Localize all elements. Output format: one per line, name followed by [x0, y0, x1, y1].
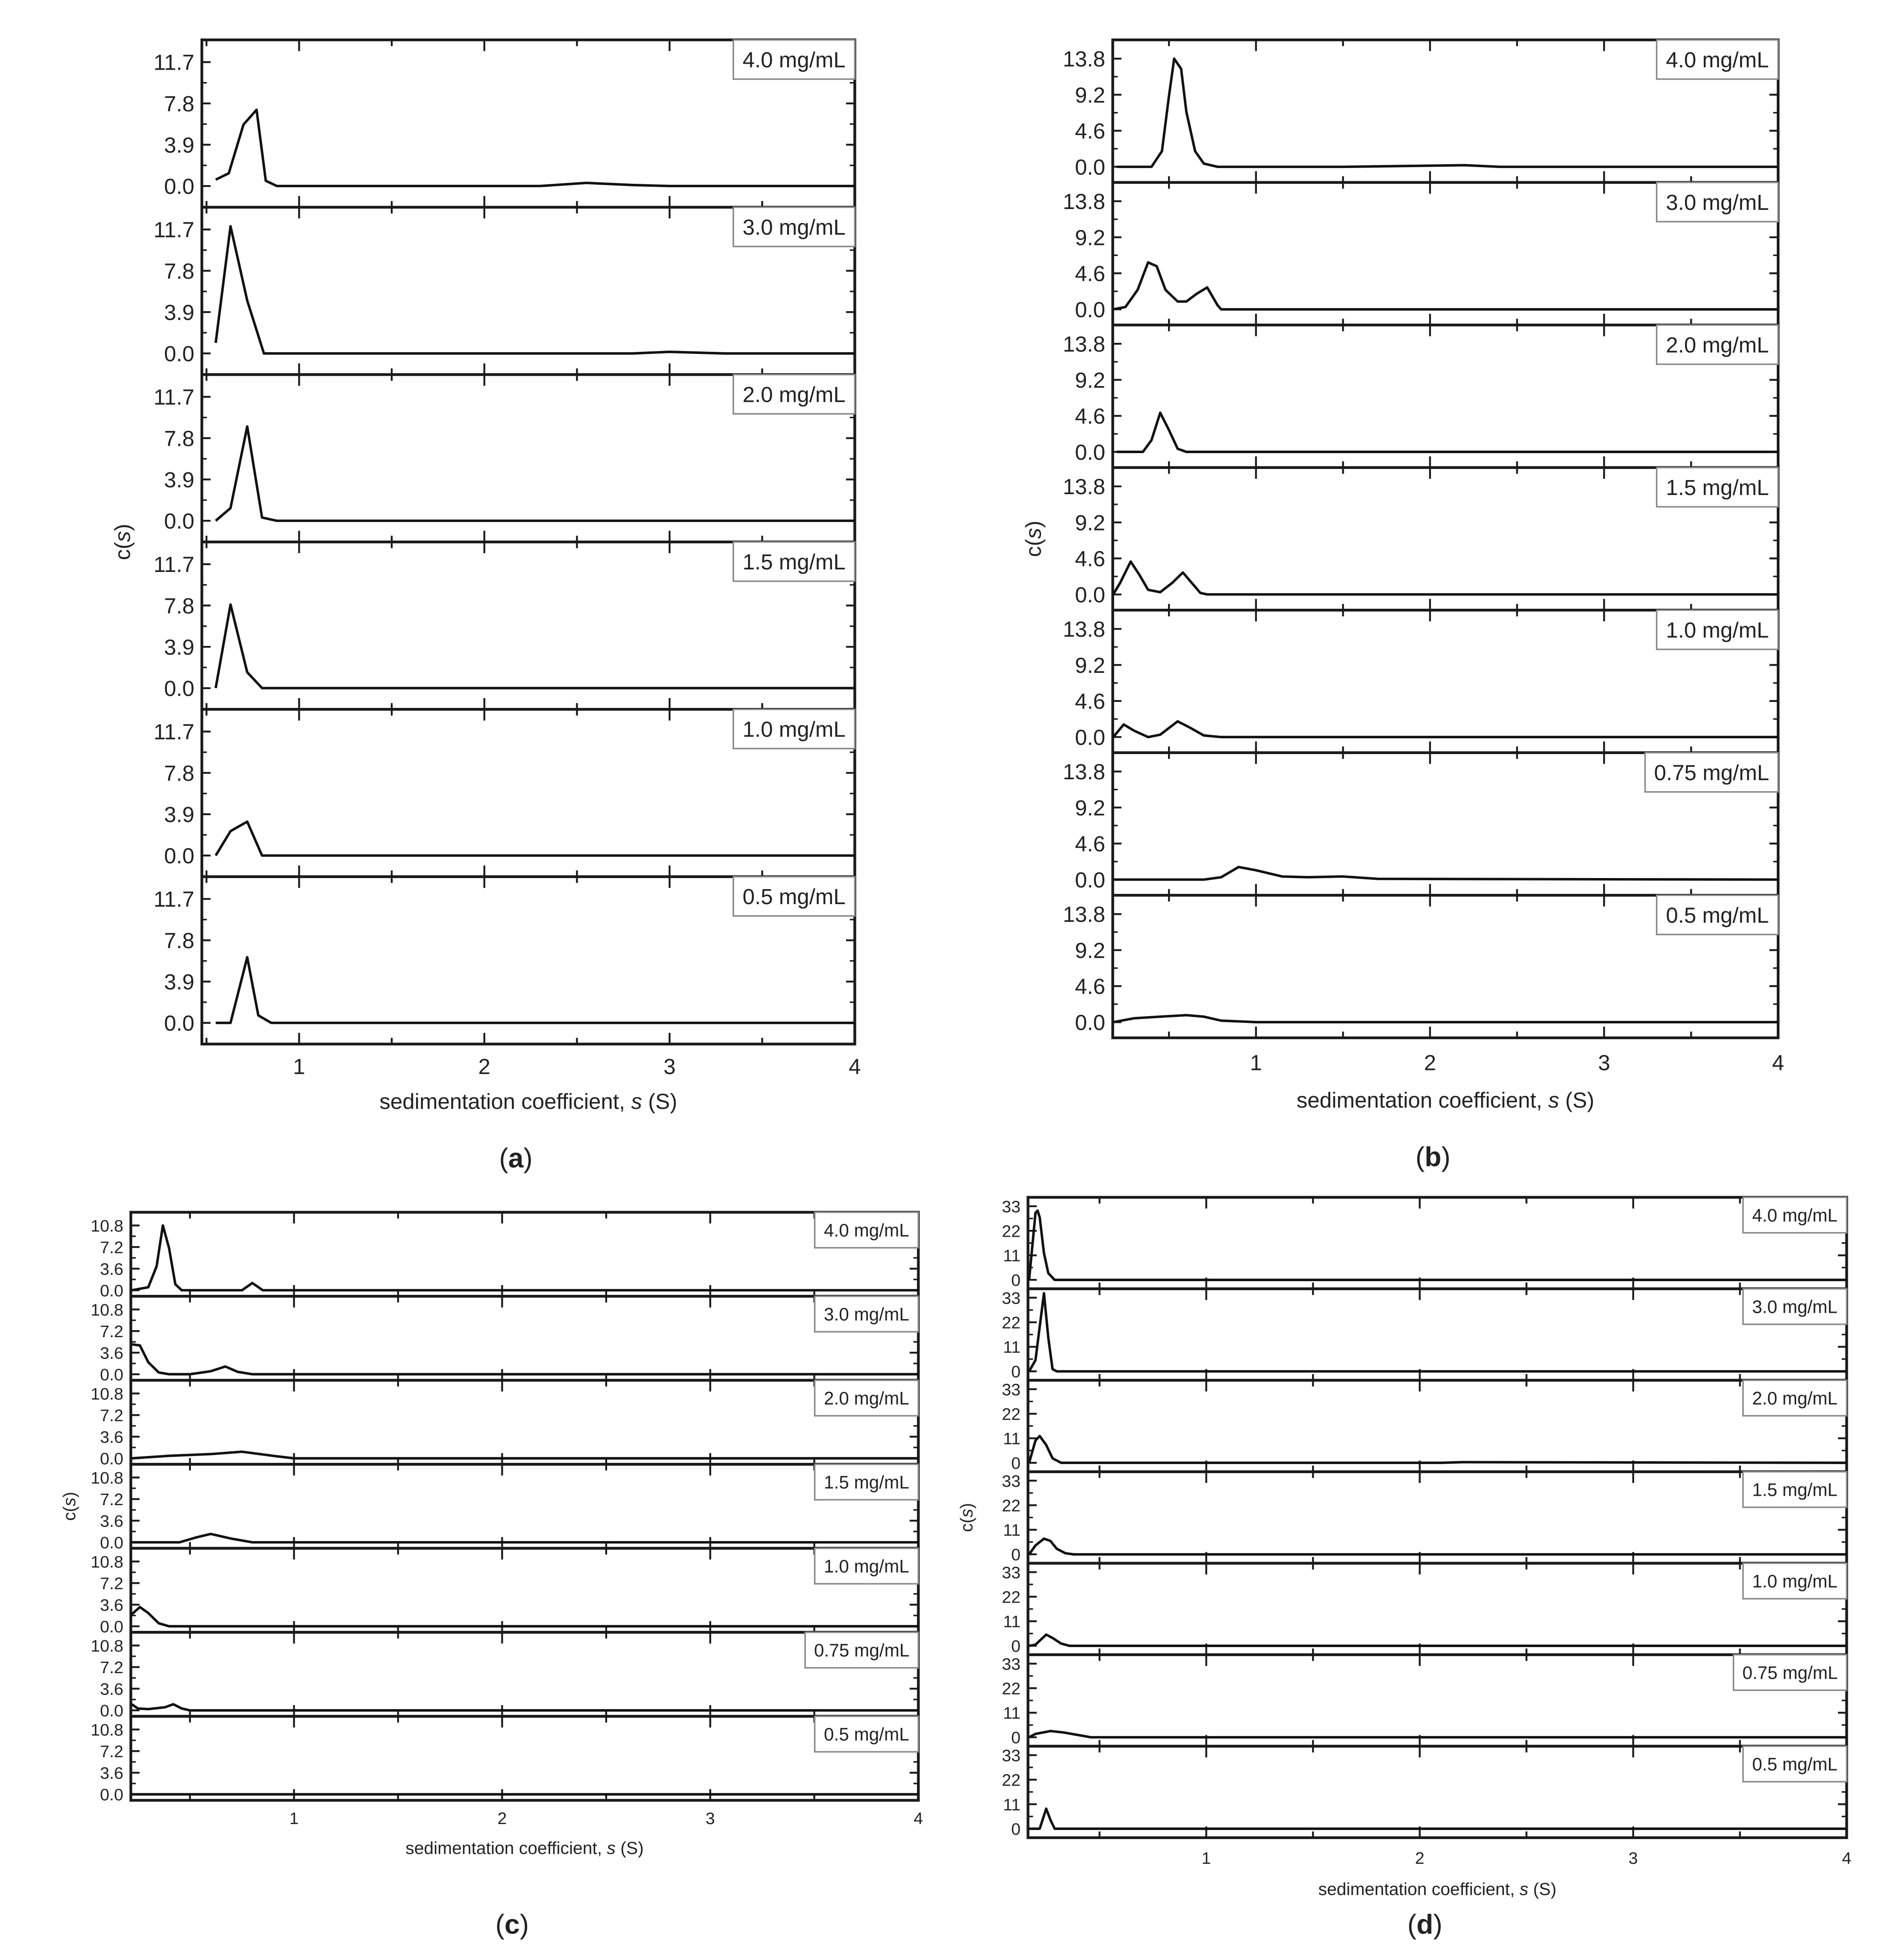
series-line	[1029, 1293, 1847, 1371]
panel-b	[1021, 40, 1784, 1172]
y-tick-label: 3.9	[164, 300, 195, 325]
x-tick-label: 2	[1424, 1050, 1436, 1075]
subplot-frame	[1028, 1380, 1847, 1472]
y-tick-label: 4.6	[1075, 546, 1106, 571]
subplot-b-1	[1063, 183, 1778, 325]
y-tick-label: 10.8	[90, 1216, 124, 1235]
x-tick-label: 2	[497, 1809, 507, 1828]
subplot-d-3	[1002, 1472, 1847, 1564]
y-tick-label: 11	[1003, 1521, 1021, 1540]
y-tick-label: 3.6	[100, 1596, 124, 1615]
x-axis-label: sedimentation coefficient, s (S)	[379, 1089, 677, 1114]
subplot-frame	[131, 1632, 918, 1716]
panel-d	[957, 1197, 1852, 1939]
y-tick-label: 3.9	[164, 467, 195, 492]
legend-label: 2.0 mg/mL	[1752, 1388, 1838, 1409]
y-tick-label: 33	[1002, 1471, 1021, 1491]
y-tick-label: 0.0	[100, 1281, 124, 1300]
legend-label: 0.5 mg/mL	[742, 884, 846, 909]
series-line	[1029, 1731, 1847, 1737]
panel-caption: (d)	[1407, 1909, 1443, 1940]
y-tick-label: 0	[1011, 1820, 1021, 1839]
y-tick-label: 7.8	[164, 426, 195, 451]
y-tick-label: 10.8	[90, 1552, 124, 1571]
y-tick-label: 11	[1003, 1612, 1021, 1631]
y-tick-label: 0.0	[100, 1533, 124, 1553]
series-line	[1113, 867, 1778, 879]
subplot-frame	[131, 1716, 918, 1801]
panel-caption: (a)	[499, 1142, 533, 1173]
series-line	[132, 1534, 918, 1542]
y-tick-label: 0.0	[100, 1701, 124, 1721]
y-tick-label: 7.8	[164, 91, 195, 116]
y-tick-label: 7.2	[100, 1322, 124, 1341]
y-tick-label: 4.6	[1075, 689, 1106, 714]
y-tick-label: 0.0	[100, 1617, 124, 1636]
subplot-a-5	[153, 877, 855, 1044]
y-axis-label: c(s)	[59, 1491, 80, 1521]
y-tick-label: 22	[1002, 1313, 1021, 1332]
y-tick-label: 0.0	[164, 676, 195, 701]
y-tick-label: 13.8	[1062, 617, 1106, 642]
x-tick-label: 1	[293, 1054, 305, 1079]
x-tick-label: 3	[663, 1054, 676, 1079]
subplot-a-4	[153, 709, 855, 877]
y-tick-label: 7.8	[164, 928, 195, 953]
y-tick-label: 0.0	[164, 342, 195, 366]
subplot-d-4	[1002, 1563, 1847, 1656]
y-axis-label: c(s)	[110, 524, 135, 560]
y-tick-label: 11	[1003, 1795, 1021, 1814]
x-tick-label: 1	[1201, 1849, 1211, 1868]
y-tick-label: 7.8	[164, 761, 195, 786]
legend-label: 0.75 mg/mL	[814, 1640, 910, 1661]
y-tick-label: 0.0	[1075, 155, 1106, 180]
y-tick-label: 9.2	[1075, 938, 1106, 963]
y-axis-label: c(s)	[1021, 521, 1046, 557]
y-tick-label: 3.6	[100, 1764, 124, 1783]
y-tick-label: 13.8	[1062, 47, 1106, 71]
legend-label: 4.0 mg/mL	[1666, 47, 1769, 72]
y-tick-label: 0.0	[100, 1785, 124, 1804]
y-tick-label: 11	[1003, 1704, 1021, 1723]
legend-label: 0.5 mg/mL	[1752, 1754, 1838, 1774]
y-tick-label: 9.2	[1075, 796, 1106, 820]
y-tick-label: 3.9	[164, 970, 195, 994]
y-axis-label: c(s)	[956, 1503, 977, 1532]
y-tick-label: 0.0	[1075, 1010, 1106, 1035]
subplot-b-4	[1063, 610, 1778, 753]
y-tick-label: 11.7	[153, 218, 195, 242]
y-tick-label: 0	[1011, 1271, 1021, 1290]
y-tick-label: 33	[1002, 1654, 1021, 1674]
y-tick-label: 22	[1002, 1222, 1021, 1241]
subplot-a-3	[153, 542, 855, 710]
subplot-a-1	[153, 207, 855, 375]
y-tick-label: 7.2	[100, 1406, 124, 1425]
y-tick-label: 7.2	[100, 1238, 124, 1257]
y-tick-label: 0	[1011, 1637, 1021, 1656]
series-line	[1029, 1539, 1847, 1554]
y-tick-label: 11.7	[153, 552, 195, 577]
subplot-frame	[1028, 1746, 1847, 1838]
series-line	[215, 427, 855, 521]
legend-label: 1.5 mg/mL	[823, 1472, 909, 1493]
y-tick-label: 0.0	[164, 843, 195, 868]
x-tick-label: 2	[1415, 1849, 1425, 1868]
y-tick-label: 22	[1002, 1588, 1021, 1607]
y-tick-label: 3.9	[164, 802, 195, 827]
panel-c	[59, 1212, 923, 1939]
y-tick-label: 4.6	[1075, 831, 1106, 856]
legend-label: 0.5 mg/mL	[823, 1724, 909, 1745]
y-tick-label: 9.2	[1075, 225, 1106, 250]
y-tick-label: 0.0	[100, 1449, 124, 1468]
y-tick-label: 0.0	[100, 1365, 124, 1384]
x-tick-label: 4	[849, 1054, 861, 1079]
subplot-a-0	[153, 40, 855, 207]
x-tick-label: 4	[914, 1809, 923, 1828]
x-tick-label: 1	[289, 1809, 299, 1828]
y-tick-label: 0.0	[1075, 297, 1106, 322]
y-tick-label: 0.0	[1075, 440, 1106, 465]
subplot-c-6	[91, 1716, 918, 1804]
subplot-frame	[131, 1548, 918, 1633]
y-tick-label: 7.2	[100, 1574, 124, 1593]
y-tick-label: 4.6	[1075, 974, 1106, 999]
y-tick-label: 3.6	[100, 1427, 124, 1447]
legend-label: 2.0 mg/mL	[742, 382, 846, 407]
legend-label: 4.0 mg/mL	[823, 1220, 909, 1241]
y-tick-label: 0.0	[164, 509, 195, 533]
y-tick-label: 11.7	[153, 50, 195, 75]
y-tick-label: 3.6	[100, 1512, 124, 1531]
x-tick-label: 3	[705, 1809, 715, 1828]
y-tick-label: 11	[1003, 1246, 1021, 1265]
series-line	[1029, 1436, 1847, 1463]
y-tick-label: 4.6	[1075, 261, 1106, 286]
subplot-frame	[1028, 1655, 1847, 1746]
y-tick-label: 7.2	[100, 1742, 124, 1761]
y-tick-label: 13.8	[1062, 902, 1106, 927]
subplot-frame	[1028, 1197, 1847, 1289]
y-tick-label: 22	[1002, 1496, 1021, 1515]
y-tick-label: 33	[1002, 1563, 1021, 1582]
series-line	[132, 1226, 918, 1291]
y-tick-label: 7.2	[100, 1490, 124, 1509]
y-tick-label: 33	[1002, 1380, 1021, 1399]
y-tick-label: 9.2	[1075, 653, 1106, 678]
y-tick-label: 4.6	[1075, 404, 1106, 429]
legend-label: 0.75 mg/mL	[1742, 1662, 1838, 1683]
series-line	[215, 957, 855, 1023]
y-tick-label: 11.7	[153, 887, 195, 912]
y-tick-label: 0.0	[164, 174, 195, 199]
subplot-c-5	[91, 1632, 918, 1720]
y-tick-label: 3.6	[100, 1344, 124, 1363]
legend-label: 0.75 mg/mL	[1654, 760, 1770, 785]
subplot-frame	[1028, 1563, 1847, 1655]
legend-label: 3.0 mg/mL	[1752, 1297, 1838, 1317]
y-tick-label: 11.7	[153, 385, 195, 410]
y-tick-label: 11	[1003, 1429, 1021, 1448]
legend-label: 1.5 mg/mL	[1666, 475, 1769, 500]
legend-label: 2.0 mg/mL	[1666, 333, 1769, 357]
subplot-c-3	[91, 1464, 918, 1552]
x-axis-label: sedimentation coefficient, s (S)	[1318, 1879, 1557, 1899]
y-tick-label: 33	[1002, 1288, 1021, 1308]
y-tick-label: 7.8	[164, 259, 195, 283]
series-line	[215, 822, 855, 855]
y-tick-label: 4.6	[1075, 119, 1106, 144]
y-tick-label: 33	[1002, 1197, 1021, 1216]
panel-caption: (c)	[495, 1909, 529, 1940]
series-line	[1113, 262, 1778, 309]
x-tick-label: 4	[1842, 1849, 1852, 1868]
subplot-b-5	[1063, 753, 1778, 896]
y-tick-label: 10.8	[90, 1720, 124, 1739]
y-tick-label: 0	[1011, 1362, 1021, 1382]
y-tick-label: 33	[1002, 1746, 1021, 1765]
y-tick-label: 13.8	[1062, 332, 1106, 357]
subplot-d-2	[1002, 1380, 1847, 1473]
y-tick-label: 11.7	[153, 719, 195, 744]
y-tick-label: 0.0	[1075, 582, 1106, 607]
series-line	[215, 110, 855, 186]
y-tick-label: 10.8	[90, 1384, 124, 1403]
y-tick-label: 0.0	[1075, 867, 1106, 892]
series-line	[215, 604, 855, 688]
x-tick-label: 2	[478, 1054, 491, 1079]
series-line	[132, 1607, 918, 1626]
y-tick-label: 22	[1002, 1679, 1021, 1698]
legend-label: 3.0 mg/mL	[823, 1304, 909, 1325]
y-tick-label: 11	[1003, 1338, 1021, 1357]
y-tick-label: 22	[1002, 1771, 1021, 1790]
legend-label: 0.5 mg/mL	[1666, 903, 1769, 928]
x-tick-label: 4	[1772, 1050, 1785, 1075]
x-tick-label: 3	[1598, 1050, 1611, 1075]
series-line	[132, 1344, 918, 1374]
subplot-b-0	[1063, 40, 1778, 183]
y-tick-label: 9.2	[1075, 368, 1106, 392]
legend-label: 1.0 mg/mL	[823, 1556, 909, 1577]
series-line	[1113, 1015, 1778, 1022]
subplot-frame	[131, 1212, 918, 1297]
series-line	[1113, 562, 1778, 595]
subplot-d-5	[1002, 1655, 1847, 1747]
x-axis-label: sedimentation coefficient, s (S)	[1296, 1088, 1595, 1112]
subplot-c-2	[91, 1380, 918, 1468]
subplot-c-4	[91, 1548, 918, 1636]
legend-label: 2.0 mg/mL	[823, 1388, 909, 1409]
series-line	[1117, 413, 1778, 452]
subplot-b-2	[1063, 325, 1778, 468]
subplot-d-0	[1002, 1197, 1847, 1290]
series-line	[1029, 1635, 1847, 1646]
y-tick-label: 13.8	[1062, 189, 1106, 214]
y-tick-label: 9.2	[1075, 510, 1106, 535]
y-tick-label: 3.6	[100, 1259, 124, 1279]
y-tick-label: 22	[1002, 1405, 1021, 1424]
y-tick-label: 0.0	[164, 1011, 195, 1036]
subplot-c-0	[91, 1212, 918, 1300]
legend-label: 1.5 mg/mL	[1752, 1480, 1838, 1500]
legend-label: 1.0 mg/mL	[742, 717, 846, 742]
subplot-frame	[1028, 1472, 1847, 1563]
panel-a	[110, 40, 861, 1173]
x-tick-label: 1	[1250, 1050, 1262, 1075]
subplot-a-2	[153, 374, 855, 542]
series-line	[1029, 1211, 1847, 1280]
y-tick-label: 9.2	[1075, 83, 1106, 107]
panel-caption: (b)	[1415, 1141, 1451, 1172]
subplot-frame	[131, 1296, 918, 1380]
subplot-frame	[131, 1464, 918, 1548]
y-tick-label: 0	[1011, 1545, 1021, 1565]
legend-label: 3.0 mg/mL	[742, 215, 846, 240]
legend-label: 1.5 mg/mL	[742, 550, 846, 575]
y-tick-label: 3.9	[164, 635, 195, 660]
x-tick-label: 3	[1628, 1849, 1638, 1868]
y-tick-label: 7.2	[100, 1658, 124, 1677]
series-line	[132, 1452, 918, 1458]
subplot-b-6	[1063, 895, 1778, 1038]
y-tick-label: 0	[1011, 1728, 1021, 1748]
y-tick-label: 10.8	[90, 1300, 124, 1320]
series-line	[1029, 1809, 1847, 1829]
subplot-c-1	[91, 1296, 918, 1384]
legend-label: 4.0 mg/mL	[1752, 1205, 1838, 1226]
y-tick-label: 13.8	[1062, 760, 1106, 784]
y-tick-label: 0.0	[1075, 725, 1106, 750]
series-line	[1113, 721, 1778, 737]
subplot-b-3	[1063, 468, 1778, 610]
y-tick-label: 3.6	[100, 1680, 124, 1699]
subplot-d-1	[1002, 1289, 1847, 1381]
subplot-d-6	[1002, 1746, 1847, 1839]
legend-label: 1.0 mg/mL	[1752, 1571, 1838, 1592]
y-tick-label: 0	[1011, 1454, 1021, 1473]
legend-label: 1.0 mg/mL	[1666, 618, 1769, 643]
y-tick-label: 7.8	[164, 593, 195, 618]
y-tick-label: 10.8	[90, 1636, 124, 1656]
legend-label: 4.0 mg/mL	[742, 47, 846, 72]
y-tick-label: 10.8	[90, 1468, 124, 1488]
y-tick-label: 13.8	[1062, 475, 1106, 499]
series-line	[132, 1704, 918, 1710]
x-axis-label: sedimentation coefficient, s (S)	[405, 1838, 644, 1858]
y-tick-label: 3.9	[164, 133, 195, 157]
subplot-frame	[1028, 1289, 1847, 1380]
legend-label: 3.0 mg/mL	[1666, 190, 1769, 215]
